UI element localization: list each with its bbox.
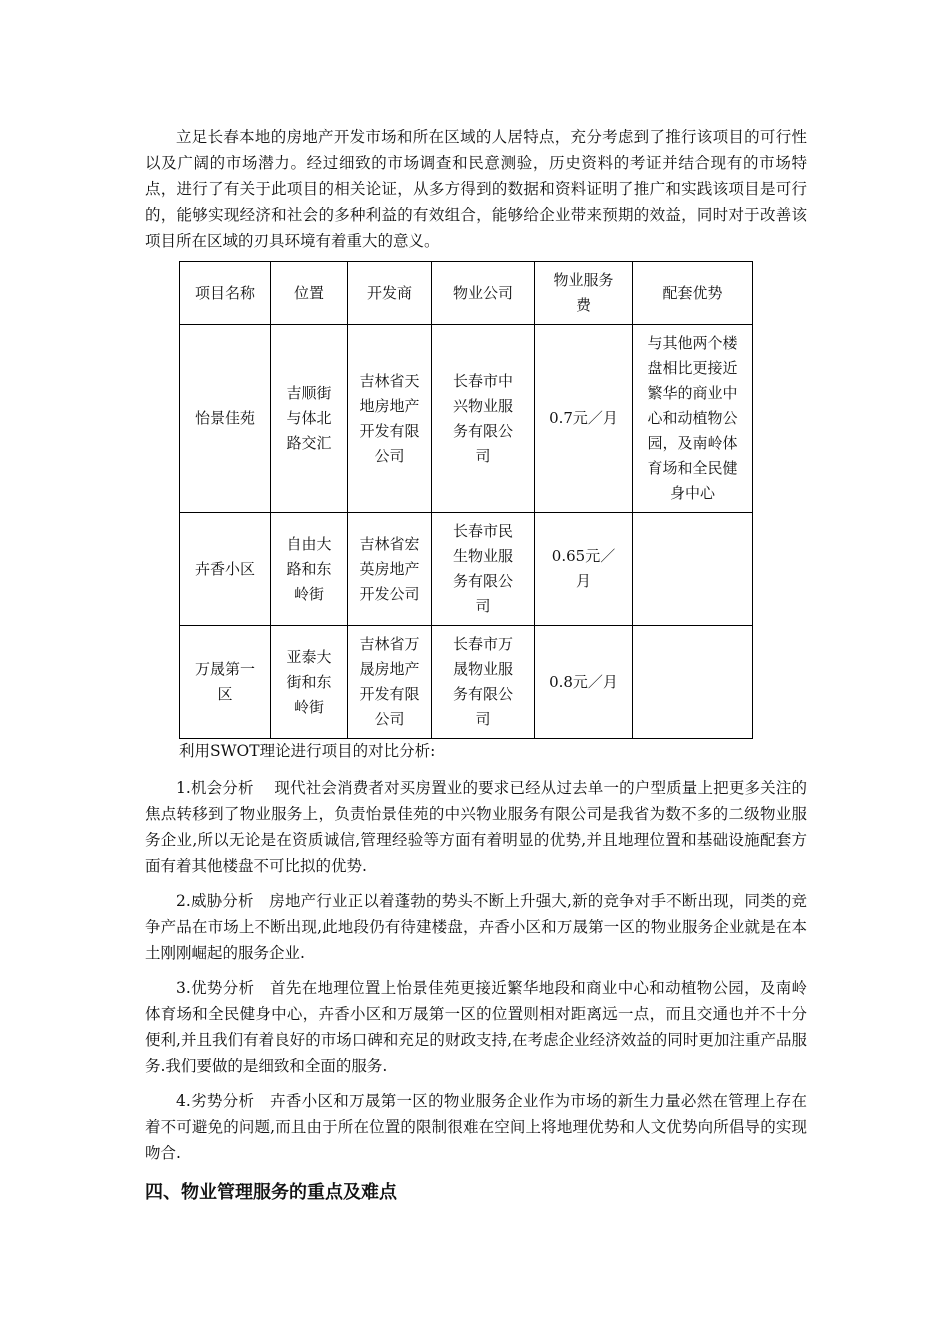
table-row	[180, 325, 753, 513]
table-cell: 吉林省宏英房地产开发公司	[348, 513, 432, 626]
table-cell: 亚泰大街和东岭街	[271, 626, 348, 739]
intro-paragraph: 立足长春本地的房地产开发市场和所在区域的人居特点，充分考虑到了推行该项目的可行性以及广阔的市场潜力。经过细致的市场调查和民意测验，历史资料的考证并结合现有的市场特点，进行了有关于此项目的相关论证，从多方得到的数据和资料证明了推广和实践该项目是可行的，能够实现经济和社会的多种利益的有效组合，能够给企业带来预期的效益，同时对于改善该项目所在区域的刃具环境有着重大的意义。	[145, 128, 807, 250]
table-cell: 卉香小区	[180, 513, 271, 626]
table-row	[180, 513, 753, 626]
header-cell: 位置	[271, 262, 348, 325]
table-cell	[633, 626, 753, 739]
table-cell: 自由大路和东岭街	[271, 513, 348, 626]
header-cell: 物业公司	[432, 262, 535, 325]
table-row	[180, 626, 753, 739]
table-cell: 万晟第一区	[180, 626, 271, 739]
table-cell: 0.8元／月	[535, 626, 633, 739]
table-cell: 吉林省天地房地产开发有限公司	[348, 325, 432, 513]
table-cell	[633, 513, 753, 626]
header-cell: 物业服务费	[535, 262, 633, 325]
swot-title: 利用SWOT理论进行项目的对比分析:	[179, 742, 436, 760]
table-cell: 吉顺街与体北路交汇	[271, 325, 348, 513]
comparison-table	[179, 261, 753, 739]
header-cell: 配套优势	[633, 262, 753, 325]
weakness-paragraph: 4.劣势分析 卉香小区和万晟第一区的物业服务企业作为市场的新生力量必然在管理上存在着不可避免的问题,而且由于所在位置的限制很难在空间上将地理优势和人文优势向所倡导的实现吻合.	[145, 1092, 807, 1162]
table-cell: 长春市中兴物业服务有限公司	[432, 325, 535, 513]
opportunity-paragraph: 1.机会分析 现代社会消费者对买房置业的要求已经从过去单一的户型质量上把更多关注的焦点转移到了物业服务上，负责怡景佳苑的中兴物业服务有限公司是我省为数不多的二级物业服务企业,所以无论是在资质诚信,管理经验等方面有着明显的优势,并且地理位置和基础设施配套方面有着其他楼盘不可比拟的优势.	[145, 779, 807, 875]
header-cell: 项目名称	[180, 262, 271, 325]
table-cell: 长春市万晟物业服务有限公司	[432, 626, 535, 739]
strength-paragraph: 3.优势分析 首先在地理位置上怡景佳苑更接近繁华地段和商业中心和动植物公园，及南岭体育场和全民健身中心，卉香小区和万晟第一区的位置则相对距离远一点，而且交通也并不十分便利,并且我们有着良好的市场口碑和充足的财政支持,在考虑企业经济效益的同时更加注重产品服务.我们要做的是细致和全面的服务.	[145, 979, 807, 1075]
table-cell: 0.7元／月	[535, 325, 633, 513]
table-header-row	[180, 262, 753, 325]
table-cell: 0.65元／月	[535, 513, 633, 626]
section-heading: 四、物业管理服务的重点及难点	[145, 1182, 397, 1203]
table-cell: 怡景佳苑	[180, 325, 271, 513]
threat-paragraph: 2.威胁分析 房地产行业正以着蓬勃的势头不断上升强大,新的竞争对手不断出现，同类的竞争产品在市场上不断出现,此地段仍有待建楼盘，卉香小区和万晟第一区的物业服务企业就是在本土刚刚崛起的服务企业.	[145, 892, 807, 962]
table-cell: 吉林省万晟房地产开发有限公司	[348, 626, 432, 739]
header-cell: 开发商	[348, 262, 432, 325]
table-cell: 长春市民生物业服务有限公司	[432, 513, 535, 626]
table-cell: 与其他两个楼盘相比更接近繁华的商业中心和动植物公园，及南岭体育场和全民健身中心	[633, 325, 753, 513]
